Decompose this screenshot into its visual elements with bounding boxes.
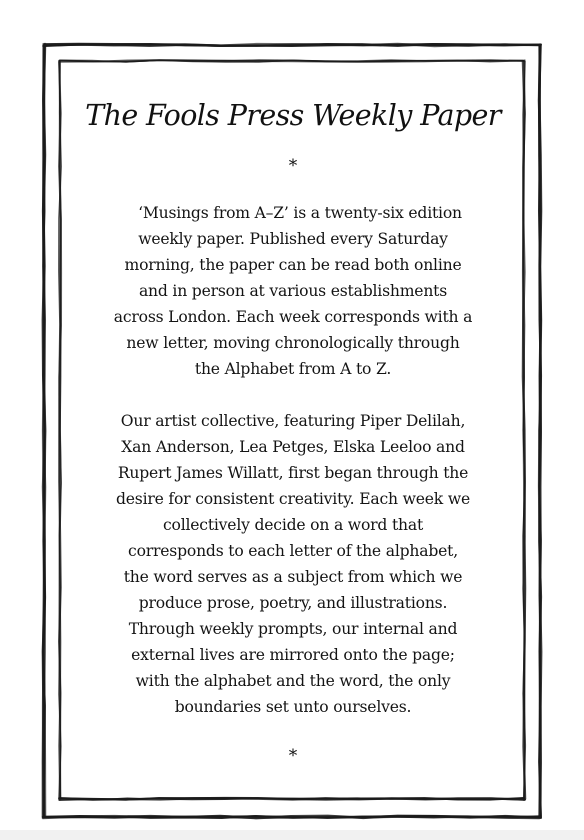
paragraph-line: the Alphabet from A to Z. [194, 360, 392, 378]
paragraph-line: Xan Anderson, Lea Petges, Elska Leeloo and [121, 438, 465, 456]
intro-paragraph [80, 200, 506, 382]
paragraph-line: boundaries set unto ourselves. [174, 698, 412, 716]
separator-asterisk-bottom: * [288, 746, 298, 766]
paragraph-line: new letter, moving chronologically through [126, 334, 460, 352]
paragraph-line: corresponds to each letter of the alphabet, [128, 542, 458, 560]
paragraph-line: with the alphabet and the word, the only [135, 672, 451, 690]
paragraph-line: and in person at various establishments [138, 282, 448, 300]
paragraph-line: morning, the paper can be read both online [124, 256, 462, 274]
paragraph-line: desire for consistent creativity. Each week we [115, 490, 470, 508]
separator-asterisk-top: * [288, 156, 298, 176]
paragraph-line: the word serves as a subject from which we [123, 568, 463, 586]
paragraph-line: weekly paper. Published every Saturday [138, 230, 448, 248]
paragraph-line: Our artist collective, featuring Piper Delilah, [120, 412, 466, 430]
paragraph-line: Through weekly prompts, our internal and [128, 620, 458, 638]
paragraph-line: external lives are mirrored onto the page; [131, 646, 455, 664]
document-body [80, 96, 506, 766]
paragraph-line: ‘Musings from A–Z’ is a twenty-six edition [138, 204, 462, 222]
paragraph-line: produce prose, poetry, and illustrations. [138, 594, 448, 612]
document-title: The Fools Press Weekly Paper [85, 99, 501, 132]
collective-paragraph [80, 408, 506, 720]
page-bottom-margin [0, 830, 584, 840]
paragraph-line: across London. Each week corresponds with a [113, 308, 473, 326]
paragraph-line: collectively decide on a word that [162, 516, 424, 534]
paragraph-line: Rupert James Willatt, first began through the [117, 464, 469, 482]
